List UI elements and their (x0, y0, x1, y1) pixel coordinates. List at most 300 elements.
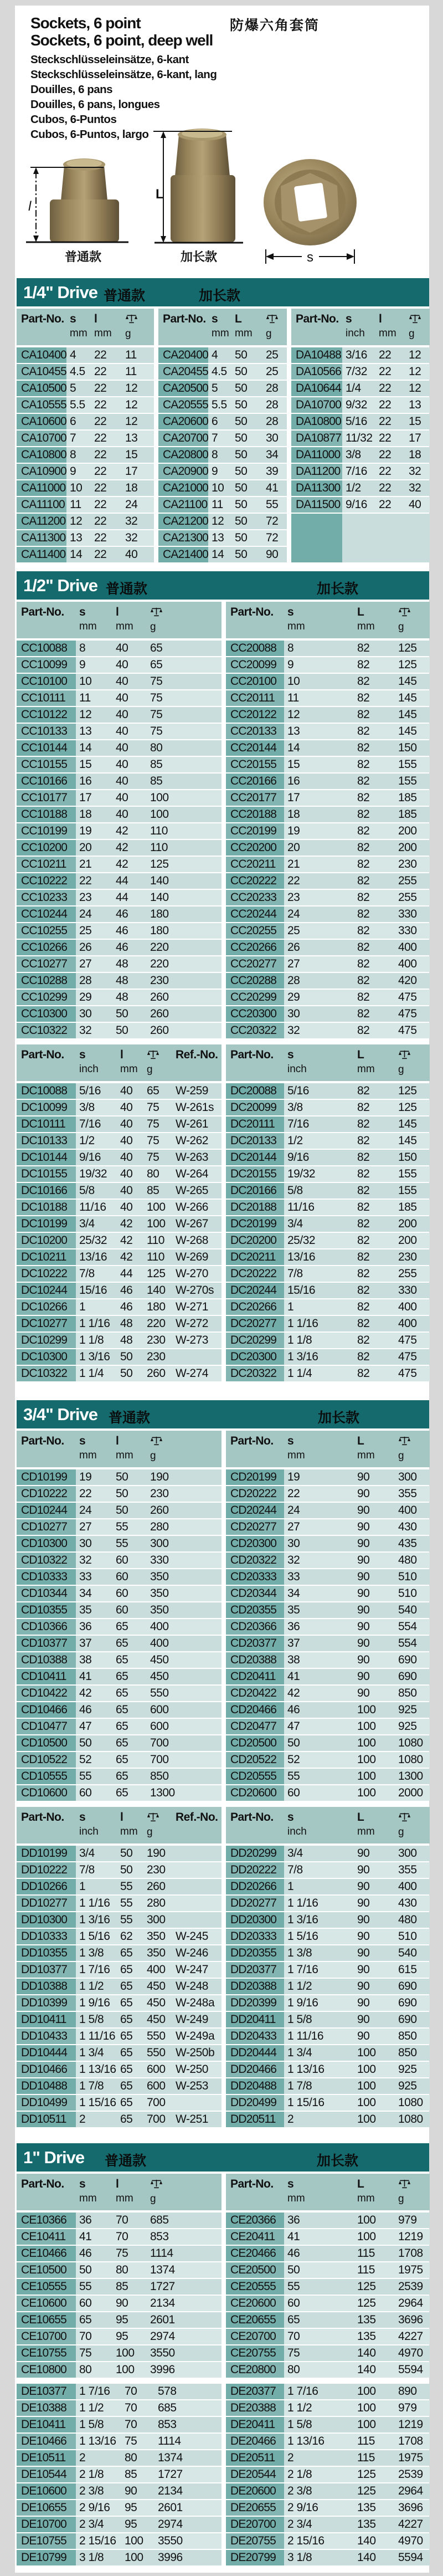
table-row (226, 2400, 430, 2416)
table-row (17, 1785, 222, 1801)
value-cell: 100 (150, 808, 169, 821)
scale-icon (147, 1812, 159, 1822)
value-cell: 13 (409, 398, 421, 411)
part-no-cell: CA10455 (17, 364, 66, 380)
value-cell: 82 (357, 758, 370, 771)
part-no-cell: DE10388 (17, 2400, 76, 2416)
part-no-cell: DC10199 (17, 1216, 76, 1232)
table-row (226, 2112, 430, 2127)
table-row (17, 514, 154, 529)
value-cell: 82 (357, 874, 370, 887)
part-no-cell: DD10511 (17, 2112, 76, 2127)
scale-icon (398, 2179, 411, 2189)
column-unit-label: mm (79, 2193, 97, 2204)
value-cell: 3/4 (79, 1847, 95, 1860)
part-no-cell: CD20600 (226, 1785, 284, 1801)
value-cell: 75 (287, 2347, 300, 2359)
value-cell: 13/16 (287, 1251, 316, 1263)
part-no-cell: CC10233 (17, 890, 76, 905)
value-cell: 14 (79, 741, 92, 754)
table-row (17, 2262, 222, 2278)
value-cell: 19 (79, 824, 92, 837)
table-row (17, 1846, 222, 1861)
table-header-row (17, 1807, 222, 1843)
value-cell: 1 5/8 (287, 2013, 312, 2026)
value-cell: 260 (147, 1880, 166, 1893)
value-cell: 3/4 (287, 1847, 303, 1860)
table-row (226, 790, 430, 806)
table-row (17, 1503, 222, 1518)
part-no-cell: CE20600 (226, 2296, 284, 2311)
table-row (17, 1006, 222, 1022)
value-cell: 140 (150, 874, 169, 887)
value-cell: 28 (266, 398, 279, 411)
table-row (226, 1083, 430, 1099)
value-cell: 5594 (398, 2363, 423, 2376)
value-cell: 100 (147, 1217, 166, 1230)
column-header-label: l (379, 313, 382, 325)
value-cell: 1 5/8 (79, 2013, 104, 2026)
table-row (17, 724, 222, 739)
value-cell: 38 (79, 1653, 92, 1666)
scale-icon (125, 314, 138, 324)
table-header-row (17, 309, 154, 345)
value-cell: 48 (116, 991, 128, 1003)
value-cell: 2964 (398, 2297, 423, 2309)
value-cell: 42 (287, 1687, 300, 1699)
value-cell: 5/16 (79, 1084, 101, 1097)
value-cell: 190 (147, 1847, 166, 1860)
table-row (226, 940, 430, 955)
value-cell: 82 (357, 1300, 370, 1313)
value-cell: 10 (70, 482, 83, 494)
table-row (226, 2045, 430, 2061)
value-cell: 65 (120, 2096, 133, 2109)
value-cell: 600 (147, 2063, 166, 2076)
part-no-cell: CE10466 (17, 2246, 76, 2261)
value-cell: 12 (409, 365, 421, 378)
part-no-cell: CC10288 (17, 973, 76, 989)
column-header (76, 1431, 112, 1467)
value-cell: 82 (357, 1024, 370, 1037)
dim-label-L: L (156, 187, 164, 202)
value-cell: 3/8 (287, 1101, 303, 1114)
part-no-cell: CC10144 (17, 740, 76, 756)
value-cell: 18 (79, 808, 92, 821)
value-cell (172, 1896, 222, 1911)
part-no-cell: CD20199 (226, 1469, 284, 1485)
value-cell: 82 (357, 1101, 370, 1114)
part-no-cell: DA10700 (291, 397, 342, 413)
value-cell: 925 (398, 2063, 417, 2076)
value-cell: 65 (120, 1996, 133, 2009)
column-header-label: Part-No. (296, 313, 339, 325)
table-row (17, 1702, 222, 1718)
value-cell: 540 (398, 1947, 417, 1959)
part-no-cell: DD20399 (226, 1995, 284, 2011)
value-cell: 145 (398, 725, 417, 738)
value-cell: 70 (287, 2330, 300, 2343)
value-cell: 200 (398, 1234, 417, 1247)
value-cell: 4 (70, 349, 76, 361)
value-cell: 125 (398, 658, 417, 671)
value-cell: 40 (116, 658, 128, 671)
part-no-cell: CE20366 (226, 2213, 284, 2228)
part-no-cell: CD20388 (226, 1652, 284, 1668)
value-cell: 55 (266, 498, 279, 511)
table-row (226, 2279, 430, 2295)
value-cell: 27 (79, 1520, 92, 1533)
value-cell: 42 (116, 858, 128, 870)
part-no-cell: CA11100 (17, 497, 66, 513)
value-cell: 65 (120, 1947, 133, 1959)
drive-section-1-drive (17, 2143, 429, 2567)
value-cell: 1080 (398, 1737, 423, 1749)
value-cell: 90 (357, 1963, 370, 1976)
value-cell: 40 (116, 642, 128, 654)
value-cell: 260 (150, 1007, 169, 1020)
column-header-label: Part-No. (21, 1811, 64, 1824)
value-cell: 22 (379, 365, 392, 378)
value-cell: 24 (79, 908, 92, 920)
value-cell: 82 (357, 692, 370, 704)
table-row (226, 2062, 430, 2077)
value-cell: 140 (357, 2347, 376, 2359)
column-unit-label: mm (120, 1063, 138, 1075)
column-header-label: l (94, 313, 97, 325)
table-header-row (291, 309, 430, 345)
table-row (17, 2517, 222, 2532)
part-no-cell: DD10399 (17, 1995, 76, 2011)
part-no-cell: CA20600 (158, 414, 208, 429)
label-long-type: 加长款 (180, 250, 217, 264)
table-row (17, 2467, 222, 2482)
value-cell: 24 (79, 1504, 92, 1517)
label-long-type: 加长款 (318, 1410, 360, 1426)
table-row (226, 907, 430, 922)
value-cell: 150 (398, 1151, 417, 1164)
value-cell: 100 (116, 2347, 135, 2359)
table-row (17, 2533, 222, 2549)
value-cell: 12 (287, 708, 300, 721)
value-cell: 2 1/8 (287, 2468, 312, 2481)
value-cell: 1 3/8 (287, 1947, 312, 1959)
column-header (354, 1044, 395, 1081)
value-cell: 36 (79, 1620, 92, 1633)
table-row (17, 2417, 222, 2432)
value-cell: 50 (79, 2263, 92, 2276)
drive-size-title: 1/2" Drive (23, 576, 97, 595)
column-header-label: Part-No. (230, 1811, 274, 1824)
value-cell: 85 (116, 2280, 128, 2293)
value-cell: 21 (287, 858, 300, 870)
value-cell: 65 (116, 1770, 128, 1783)
value-cell: 1 13/16 (287, 2435, 324, 2447)
value-cell: 65 (116, 1703, 128, 1716)
part-no-cell: CD10333 (17, 1569, 76, 1585)
value-cell: 7/8 (287, 1863, 303, 1876)
value-cell: 70 (125, 2385, 137, 2398)
value-cell: 82 (357, 891, 370, 904)
value-cell: 925 (398, 2080, 417, 2092)
value-cell: 100 (357, 2385, 376, 2398)
value-cell: 1114 (158, 2435, 181, 2447)
value-cell: 1 15/16 (287, 2096, 324, 2109)
table-row (226, 1979, 430, 1994)
value-cell: 17 (409, 432, 421, 444)
page-title-deep-well: Sockets, 6 point, deep well (30, 32, 213, 49)
value-cell: 46 (120, 1300, 133, 1313)
value-cell: 1 3/8 (79, 1947, 104, 1959)
part-no-cell: DA10800 (291, 414, 342, 429)
value-cell: 13 (79, 725, 92, 738)
value-cell: 50 (116, 1487, 128, 1500)
table-row (17, 381, 154, 396)
table-row (226, 1602, 430, 1618)
part-no-cell: DD20488 (226, 2078, 284, 2094)
table-row (226, 1995, 430, 2011)
value-cell: 700 (147, 2113, 166, 2126)
value-cell: 115 (357, 2263, 375, 2276)
empty-filler-row (291, 514, 430, 562)
value-cell: 26 (79, 941, 92, 954)
table-row (226, 857, 430, 872)
value-cell: 1/2 (287, 1134, 303, 1147)
value-cell: 2601 (158, 2501, 183, 2514)
value-cell: 35 (287, 1604, 300, 1616)
column-header-label: l (116, 1435, 119, 1447)
value-cell: 1 11/16 (287, 2030, 324, 2042)
value-cell (172, 1862, 222, 1878)
subtitle-de: Steckschlüsseleinsätze, 6-kant (30, 53, 189, 66)
table-row (17, 1652, 222, 1668)
table-row (17, 2500, 222, 2516)
column-unit-label: mm (116, 621, 133, 632)
scale-icon (398, 1812, 411, 1822)
value-cell: 22 (379, 498, 392, 511)
table-row (158, 431, 287, 446)
value-cell: 125 (150, 858, 169, 870)
value-cell: 23 (287, 891, 300, 904)
table-row (226, 1349, 430, 1365)
table-row (17, 956, 222, 972)
value-cell: 40 (116, 791, 128, 804)
subtitle-fr-longues: Douilles, 6 pans, longues (30, 98, 160, 111)
value-cell: 450 (147, 1980, 166, 1993)
table-row (226, 2533, 430, 2549)
part-no-cell: CC20144 (226, 740, 284, 756)
table-band (17, 2384, 429, 2567)
value-cell: 3/4 (287, 1217, 303, 1230)
value-cell: 853 (158, 2418, 177, 2431)
value-cell: 32 (409, 465, 421, 478)
column-header-label: L (357, 1048, 364, 1061)
column-header (354, 602, 395, 638)
value-cell: 5.5 (70, 398, 85, 411)
table-row (226, 2417, 430, 2432)
value-cell: 50 (120, 1367, 133, 1380)
part-no-cell: DD20377 (226, 1962, 284, 1978)
value-cell: 3 1/8 (79, 2551, 104, 2564)
part-no-cell: DC10244 (17, 1283, 76, 1298)
value-cell: 9 (212, 465, 218, 478)
value-cell: 1219 (398, 2418, 423, 2431)
column-unit-label: g (398, 2193, 404, 2205)
table-row (226, 657, 430, 673)
part-no-cell: CD10366 (17, 1619, 76, 1635)
part-no-cell: DC20144 (226, 1150, 284, 1165)
value-cell: 50 (287, 1737, 300, 1749)
scale-icon (150, 1436, 163, 1446)
table-row (226, 1166, 430, 1182)
value-cell: 230 (147, 1863, 166, 1876)
value-cell: 475 (398, 1007, 417, 1020)
part-no-cell: DC10277 (17, 1316, 76, 1331)
table-band (17, 1807, 429, 2128)
value-cell: 40 (116, 758, 128, 771)
value-cell: 37 (79, 1637, 92, 1650)
value-cell: 1 7/16 (79, 1963, 110, 1976)
column-header (143, 1807, 172, 1843)
value-cell: 82 (357, 725, 370, 738)
value-cell: 50 (235, 465, 248, 478)
part-no-cell: DD10355 (17, 1945, 76, 1961)
part-no-cell: DE20755 (226, 2533, 284, 2549)
label-long-type: 加长款 (317, 2153, 359, 2169)
value-cell: 1 7/8 (287, 2080, 312, 2092)
value-cell: 400 (398, 957, 417, 970)
table-row (17, 1962, 222, 1978)
part-no-cell: CC10188 (17, 807, 76, 822)
value-cell: 22 (94, 349, 107, 361)
value-cell: 25/32 (287, 1234, 316, 1247)
column-header-label: l (120, 1811, 123, 1824)
table-row (226, 1553, 430, 1568)
table-row (17, 973, 222, 989)
value-cell: 22 (94, 482, 107, 494)
part-no-cell: DC20244 (226, 1283, 284, 1298)
value-cell: 50 (235, 398, 248, 411)
table-row (226, 2517, 430, 2532)
part-no-cell: DD20444 (226, 2045, 284, 2061)
value-cell: 90 (357, 1863, 370, 1876)
table-row (226, 1266, 430, 1282)
column-header (76, 2174, 112, 2210)
part-no-cell: DE20511 (226, 2450, 284, 2466)
table-row (17, 1719, 222, 1734)
part-no-cell: DE10377 (17, 2384, 76, 2399)
table-row (226, 1486, 430, 1502)
value-cell: 9/16 (79, 1151, 101, 1164)
value-cell: 65 (147, 1084, 159, 1097)
value-cell: 33 (79, 1570, 92, 1583)
table-row (291, 431, 430, 446)
value-cell: 13 (125, 432, 138, 444)
value-cell: 50 (235, 415, 248, 428)
column-unit-label: mm (116, 2193, 133, 2204)
value-cell: 200 (398, 1217, 417, 1230)
value-cell: 95 (116, 2313, 128, 2326)
value-cell: 22 (287, 874, 300, 887)
value-cell: 40 (120, 1201, 133, 1213)
value-cell: 82 (357, 1167, 370, 1180)
table-row (17, 1233, 222, 1248)
value-cell: 1 1/8 (79, 1334, 104, 1346)
table-row (226, 707, 430, 723)
table-row (158, 397, 287, 413)
value-cell: 35 (79, 1604, 92, 1616)
table-row (226, 1316, 430, 1331)
value-cell: 480 (398, 1913, 417, 1926)
part-no-cell: CA10600 (17, 414, 66, 429)
value-cell: 2964 (398, 2485, 423, 2497)
value-cell: 1300 (398, 1770, 423, 1783)
value-cell: 1708 (398, 2247, 423, 2260)
value-cell: 82 (357, 941, 370, 954)
part-no-cell: DC20322 (226, 1366, 284, 1381)
table-row (17, 1536, 222, 1551)
value-cell: 75 (147, 1118, 159, 1130)
value-cell: 925 (398, 1720, 417, 1733)
value-cell: 90 (357, 2013, 370, 2026)
part-no-cell: DE20411 (226, 2417, 284, 2432)
value-cell: 1 7/8 (79, 2080, 104, 2092)
label-normal-type: 普通款 (105, 2153, 147, 2169)
value-cell: 2134 (150, 2297, 175, 2309)
value-cell: 46 (116, 908, 128, 920)
value-cell: 90 (357, 1504, 370, 1517)
value-cell: W-273 (176, 1334, 208, 1346)
table-row (17, 397, 154, 413)
column-header-label: s (79, 606, 86, 618)
column-header (208, 309, 231, 345)
column-header (284, 2174, 354, 2210)
table-row (226, 2550, 430, 2565)
value-cell: 100 (357, 1737, 376, 1749)
part-no-cell: DD20222 (226, 1862, 284, 1878)
value-cell: 44 (120, 1267, 133, 1280)
value-cell: 82 (357, 824, 370, 837)
part-no-cell: DE10544 (17, 2467, 76, 2482)
value-cell: 90 (357, 1604, 370, 1616)
value-cell: 1300 (150, 1786, 175, 1799)
value-cell: 40 (116, 675, 128, 688)
table-header-row (17, 1044, 222, 1081)
value-cell: 100 (357, 2214, 376, 2226)
column-unit-label: g (409, 328, 415, 340)
value-cell: 125 (357, 2280, 376, 2293)
value-cell: 4.5 (212, 365, 227, 378)
part-no-cell: DC10200 (17, 1233, 76, 1248)
part-no-cell: DD20277 (226, 1896, 284, 1911)
value-cell: W-248 (176, 1980, 208, 1993)
part-no-cell: DD20411 (226, 2012, 284, 2027)
table-row (17, 1299, 222, 1315)
value-cell: 39 (266, 465, 279, 478)
part-no-cell: DD20299 (226, 1846, 284, 1861)
part-no-cell: CD10522 (17, 1752, 76, 1768)
table-row (226, 774, 430, 789)
value-cell: 3/16 (346, 349, 367, 361)
value-cell: 32 (287, 1554, 300, 1566)
part-no-cell: CC10199 (17, 823, 76, 839)
value-cell: 1 1/16 (79, 1317, 110, 1330)
table-row (17, 707, 222, 723)
part-no-cell: DE20700 (226, 2517, 284, 2532)
value-cell: 90 (357, 1587, 370, 1600)
column-header (147, 2174, 176, 2210)
table-row (226, 956, 430, 972)
